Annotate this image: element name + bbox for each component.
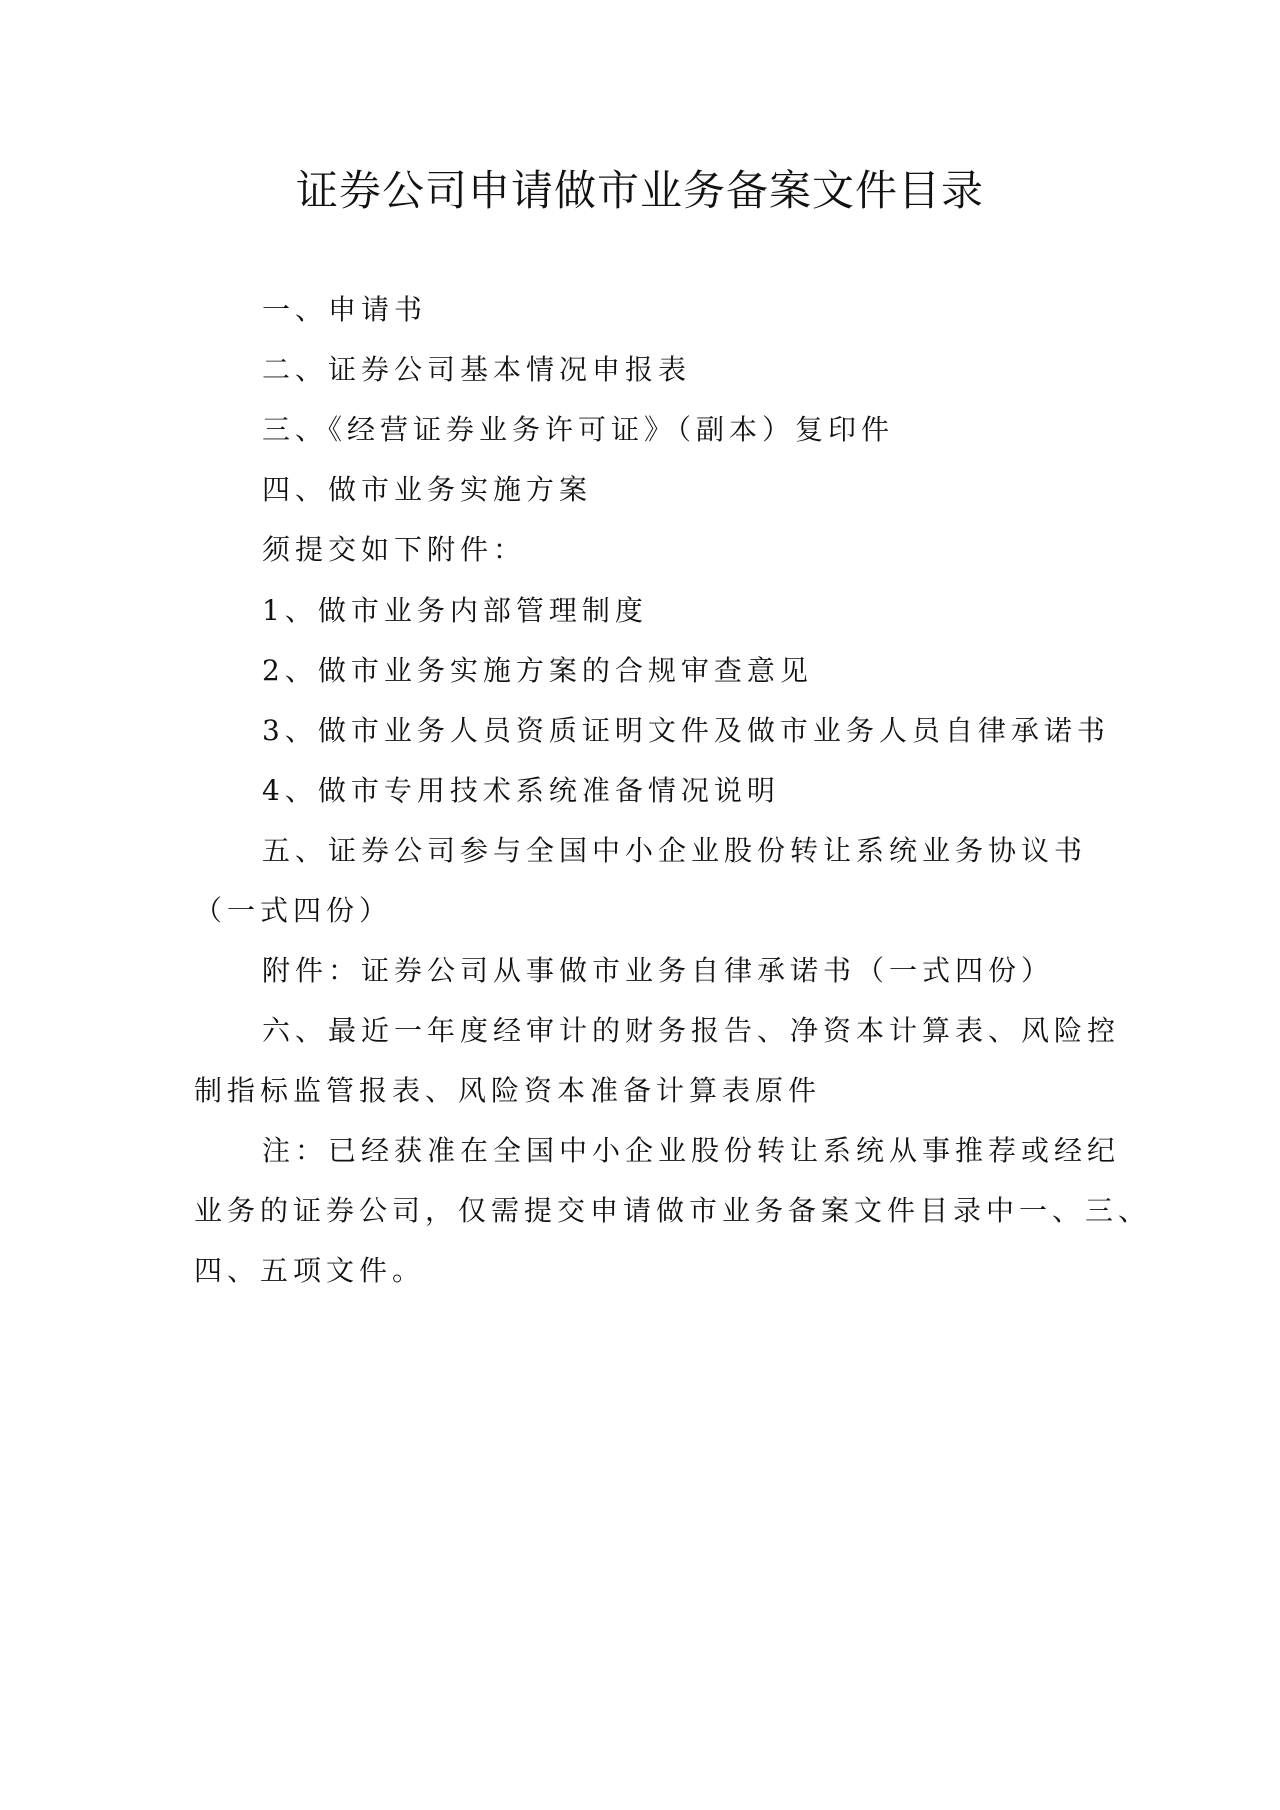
- document-title: 证券公司申请做市业务备案文件目录: [295, 166, 984, 215]
- item-financial-reports: 六、最近一年度经审计的财务报告、净资本计算表、风险控: [262, 1014, 1121, 1047]
- agreement-attachment: 附件：证券公司从事做市业务自律承诺书（一式四份）: [262, 954, 1055, 987]
- attachment-1: 1、做市业务内部管理制度: [262, 594, 648, 627]
- note-line-2: 业务的证券公司，仅需提交申请做市业务备案文件目录中一、三、: [194, 1194, 1152, 1227]
- item-basic-info-form: 二、证券公司基本情况申报表: [262, 353, 692, 386]
- item-license-copy: 三、《经营证券业务许可证》（副本）复印件: [262, 413, 895, 446]
- note-line-1: 注：已经获准在全国中小企业股份转让系统从事推荐或经纪: [262, 1134, 1121, 1167]
- item-financial-reports-cont: 制指标监管报表、风险资本准备计算表原件: [194, 1074, 822, 1107]
- item-business-agreement: 五、证券公司参与全国中小企业股份转让系统业务协议书: [262, 834, 1088, 867]
- attachment-2: 2、做市业务实施方案的合规审查意见: [262, 654, 813, 687]
- note-line-3: 四、五项文件。: [194, 1254, 426, 1287]
- item-business-agreement-cont: （一式四份）: [194, 894, 393, 927]
- attachment-4: 4、做市专用技术系统准备情况说明: [262, 774, 780, 807]
- item-application-letter: 一、申请书: [262, 293, 428, 326]
- item-implementation-plan: 四、做市业务实施方案: [262, 473, 593, 506]
- attachments-heading: 须提交如下附件：: [262, 533, 527, 566]
- attachment-3: 3、做市业务人员资质证明文件及做市业务人员自律承诺书: [262, 714, 1110, 747]
